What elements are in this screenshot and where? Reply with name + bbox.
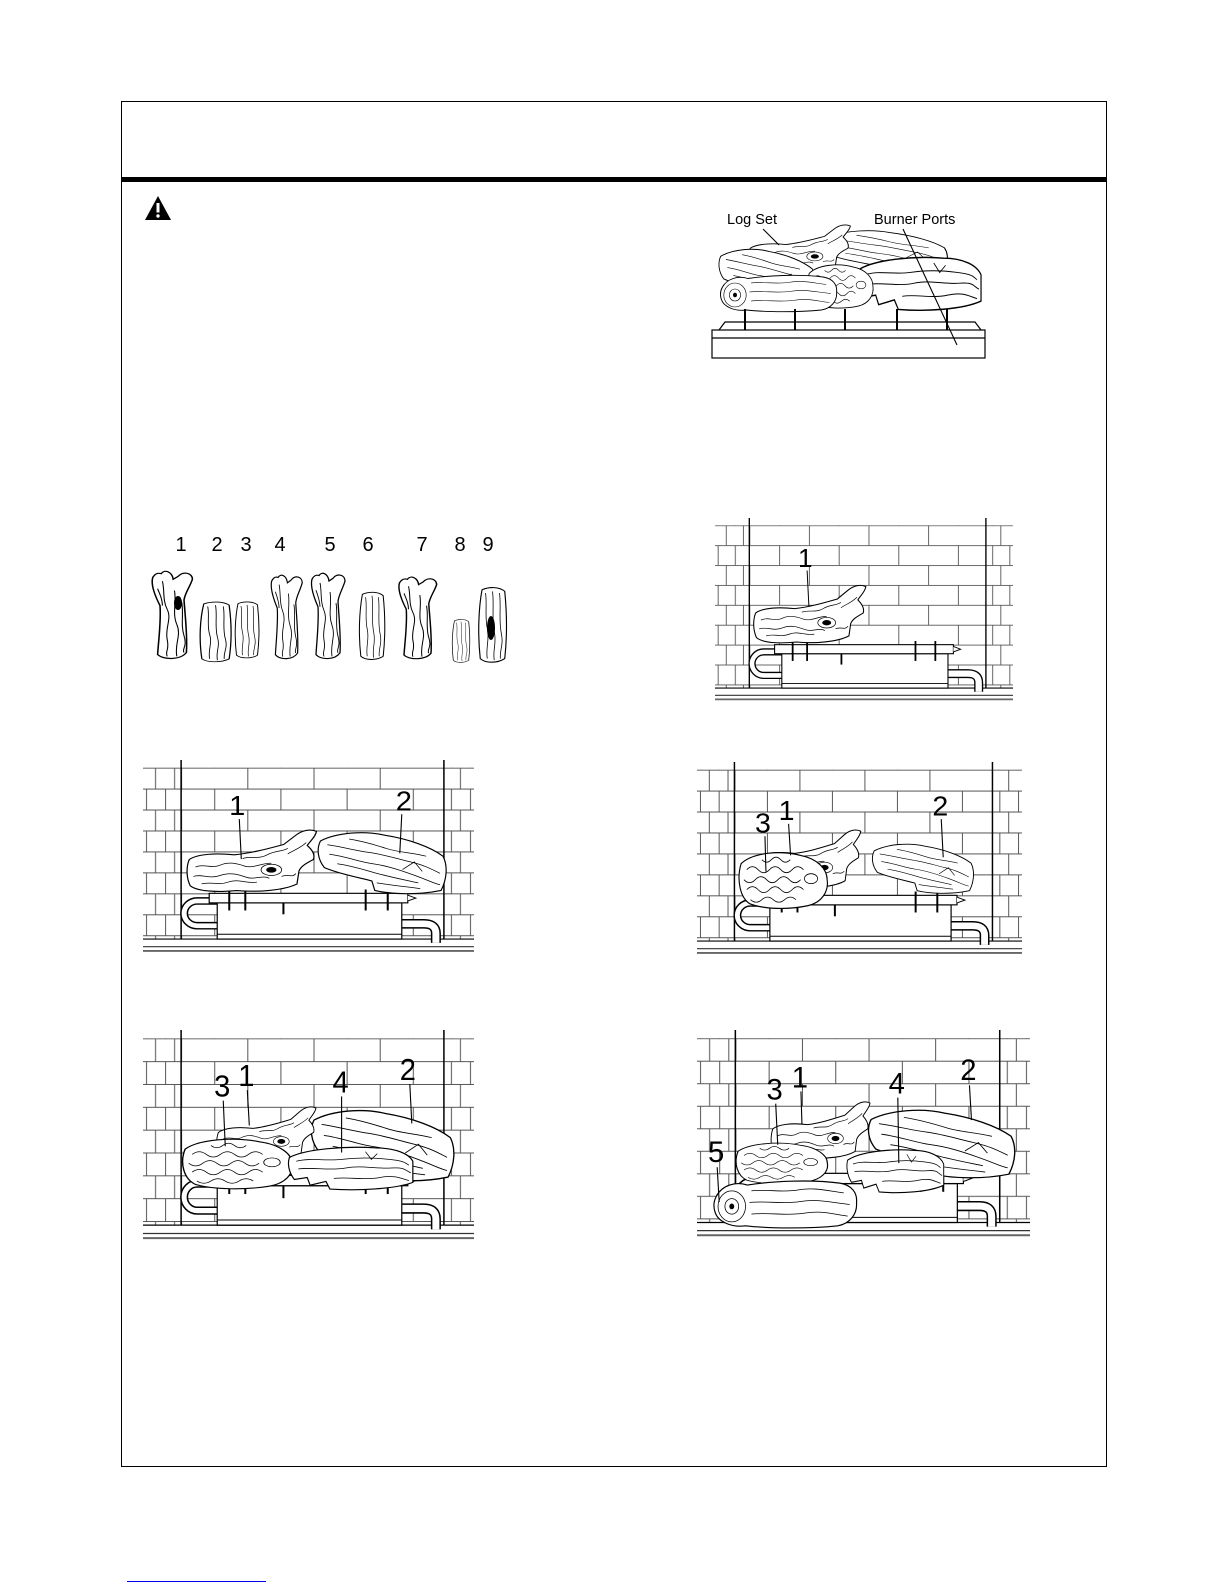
log-4-callout: 4	[332, 1065, 349, 1100]
log-2-callout: 2	[932, 790, 949, 822]
log-identification-diagram	[140, 522, 520, 672]
log-2-callout: 2	[960, 1053, 977, 1088]
log-1-upright	[152, 571, 192, 658]
log-set-right-log	[857, 257, 981, 310]
log-number-1: 1	[175, 534, 187, 556]
log-5-callout: 5	[708, 1135, 725, 1170]
log-3-callout: 3	[766, 1073, 783, 1107]
step-2-diagram	[143, 760, 474, 960]
log-1-callout: 1	[229, 790, 246, 823]
step-5-diagram	[697, 1030, 1030, 1245]
log-9-knot	[487, 616, 495, 640]
log-2-upright	[200, 602, 231, 662]
log-1-callout: 1	[238, 1059, 255, 1094]
log-number-2: 2	[211, 534, 223, 556]
log-3	[739, 853, 827, 909]
log-5	[714, 1181, 857, 1228]
log-3-callout: 3	[755, 807, 771, 839]
header-rule	[122, 177, 1106, 182]
log-set-burner-diagram	[705, 205, 995, 365]
log-number-3: 3	[240, 534, 252, 556]
log-7-upright	[399, 577, 437, 659]
log-3-callout: 3	[214, 1069, 231, 1104]
log-6-upright	[359, 592, 384, 659]
log-number-8: 8	[454, 534, 466, 556]
log-4-callout: 4	[888, 1067, 905, 1101]
log-set-leader-line	[763, 229, 779, 245]
step-4-diagram	[143, 1030, 474, 1248]
log-number-7: 7	[416, 534, 428, 556]
log-2-callout: 2	[395, 786, 412, 818]
burner-assembly	[184, 890, 436, 943]
burner-ports-label: Burner Ports	[874, 212, 956, 228]
log-1-knot	[174, 596, 182, 610]
footer-hyperlink-underline[interactable]	[127, 1581, 266, 1582]
log-number-5: 5	[324, 534, 336, 556]
log-set-label: Log Set	[727, 212, 777, 228]
log-2-callout: 2	[399, 1053, 416, 1087]
log-3	[736, 1143, 827, 1184]
log-8-upright	[452, 619, 469, 662]
log-5-upright	[311, 573, 345, 658]
log-1-callout: 1	[778, 795, 795, 826]
burner-port-posts	[745, 309, 947, 330]
log-4-upright	[271, 575, 302, 658]
log-1-callout: 1	[798, 542, 813, 573]
log-set-front-log	[721, 275, 837, 311]
log-number-4: 4	[274, 534, 286, 556]
log-3	[183, 1139, 293, 1189]
log-number-9: 9	[482, 534, 494, 556]
burner-assembly	[752, 641, 979, 692]
step-1-diagram	[715, 518, 1013, 708]
burner-base	[712, 322, 985, 358]
warning-triangle-icon	[144, 195, 172, 221]
log-number-6: 6	[362, 534, 374, 556]
log-1-callout: 1	[791, 1061, 809, 1095]
step-3-diagram	[697, 762, 1022, 962]
log-3-upright	[235, 602, 259, 658]
